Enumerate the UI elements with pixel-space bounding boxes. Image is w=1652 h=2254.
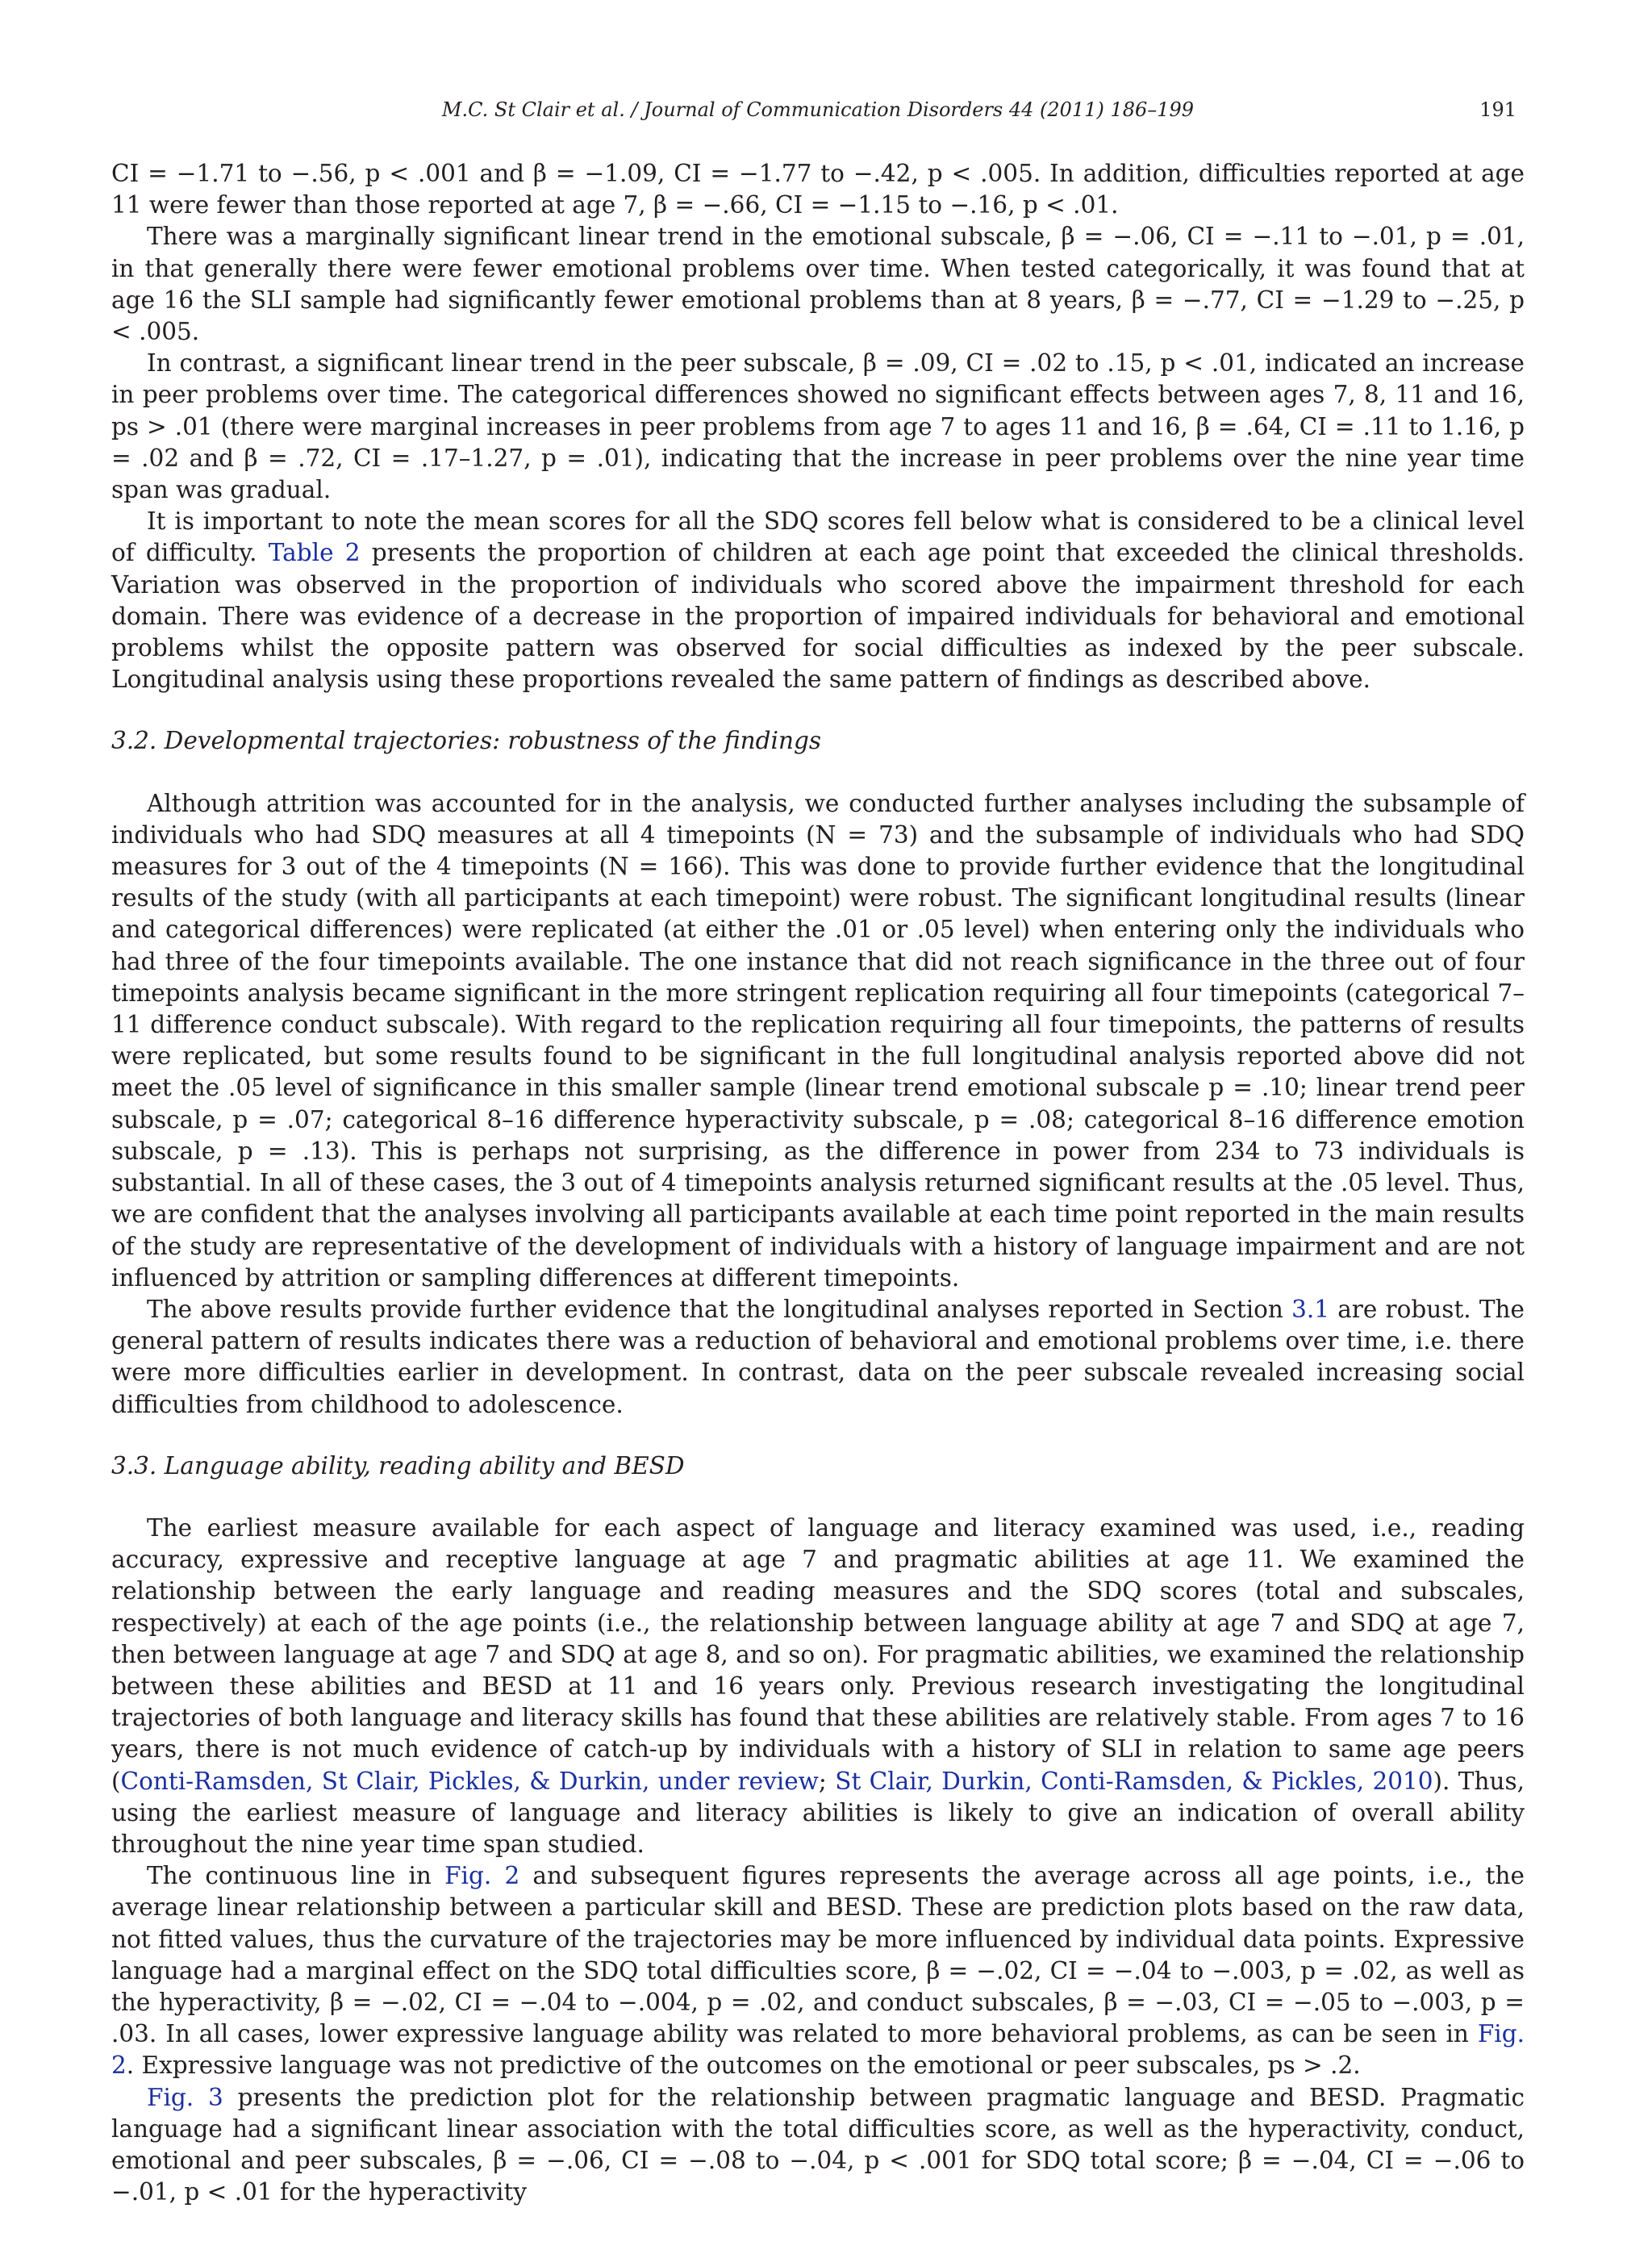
article-body bbox=[111, 158, 1525, 2208]
page-number: 191 bbox=[1479, 98, 1516, 121]
section-3-1-link[interactable]: 3.1 bbox=[1291, 1295, 1330, 1323]
paragraph-pragmatic-language bbox=[111, 2082, 1525, 2209]
paragraph-general-pattern bbox=[111, 1294, 1525, 1421]
paragraph-clinical-thresholds bbox=[111, 506, 1525, 695]
paragraph-peer-subscale: In contrast, a significant linear trend in the peer subscale, β = .09, CI = .02 to .15, p < .01, indicated an increase in peer problems over time. The categorical differences showed no significant effects between ages 7, 8, 11 and 16, ps > .01 (there were marginal increases in peer problems from age 7 to ages 11 and 16, β = .64, CI = .11 to 1.16, p = .02 and β = .72, CI = .17–1.27, p = .01), indicating that the increase in peer problems over the nine year time span was gradual. bbox=[111, 349, 1525, 504]
fig-2-link[interactable]: Fig. 2 bbox=[444, 1862, 520, 1890]
text-run: ). Thus, using the earliest measure of language and literacy abilities is likely to give an indication of overall ability throughout the nine year time span studied. bbox=[111, 1767, 1525, 1858]
text-run: are robust. The general pattern of results indicates there was a reduction of behavioral and emotional problems over time, i.e. there were more difficulties earlier in development. In contrast, data on the peer subscale revealed increasing social difficulties from childhood to adolescence. bbox=[111, 1295, 1525, 1418]
text-run: and subsequent figures represents the average across all age points, i.e., the average linear relationship between a particular skill and BESD. These are prediction plots based on the raw data, not fitted values, thus the curvature of the trajectories may be more influenced by individual data points. Expressive language had a marginal effect on the SDQ total difficulties score, β = −.02, CI = −.04 to −.003, p = .02, as well as the hyperactivity, β = −.02, CI = −.04 to −.004, p = .02, and conduct subscales, β = −.03, CI = −.05 to −.003, p = .03. In all cases, lower expressive language ability was related to more behavioral problems, as can be seen in bbox=[111, 1862, 1525, 2048]
fig-3-link[interactable]: Fig. 3 bbox=[147, 2083, 223, 2111]
section-heading-3-2: 3.2. Developmental trajectories: robustness of the findings bbox=[111, 727, 822, 755]
text-run: ; bbox=[818, 1767, 836, 1795]
paragraph-continuation: CI = −1.71 to −.56, p < .001 and β = −1.09, CI = −1.77 to −.42, p < .005. In addition, difficulties reported at age 11 were fewer than those reported at age 7, β = −.66, CI = −1.15 to −.16, p < .01. bbox=[111, 160, 1525, 219]
paragraph-continuous-line bbox=[111, 1860, 1525, 2081]
text-run: presents the proportion of children at each age point that exceeded the clinical thresholds. Variation was observed in the proportion of individuals who scored above the impairment threshold for each domain. There was evidence of a decrease in the proportion of impaired individuals for behavioral and emotional problems whilst the opposite pattern was observed for social difficulties as indexed by the peer subscale. Longitudinal analysis using these proportions revealed the same pattern of findings as described above. bbox=[111, 539, 1525, 694]
table-2-link[interactable]: Table 2 bbox=[268, 539, 361, 567]
text-run: presents the prediction plot for the relationship between pragmatic language and BESD. Pragmatic language had a significant linear association with the total difficulties score, as well as the hyperactivity, conduct, emotional and peer subscales, β = −.06, CI = −.08 to −.04, p < .001 for SDQ total score; β = −.04, CI = −.06 to −.01, p < .01 for the hyperactivity bbox=[111, 2083, 1525, 2206]
text-run: It is important to note the mean scores for all the SDQ scores fell below what is considered to be a clinical level of difficulty. bbox=[111, 507, 1525, 567]
paragraph-robustness: Although attrition was accounted for in the analysis, we conducted further analyses including the subsample of individuals who had SDQ measures at all 4 timepoints (N = 73) and the subsample of individuals who had SDQ measures for 3 out of the 4 timepoints (N = 166). This was done to provide further evidence that the longitudinal results of the study (with all participants at each timepoint) were robust. The significant longitudinal results (linear and categorical differences) were replicated (at either the .01 or .05 level) when entering only the individuals who had three of the four timepoints available. The one instance that did not reach significance in the three out of four timepoints analysis became significant in the more stringent replication requiring all four timepoints (categorical 7–11 difference conduct subscale). With regard to the replication requiring all four timepoints, the patterns of results were replicated, but some results found to be significant in the full longitudinal analysis reported above did not meet the .05 level of significance in this smaller sample (linear trend emotional subscale p = .10; linear trend peer subscale, p = .07; categorical 8–16 difference hyperactivity subscale, p = .08; categorical 8–16 difference emotion subscale, p = .13). This is perhaps not surprising, as the difference in power from 234 to 73 individuals is substantial. In all of these cases, the 3 out of 4 timepoints analysis returned significant results at the .05 level. Thus, we are confident that the analyses involving all participants available at each time point reported in the main results of the study are representative of the development of individuals with a history of language impairment and are not influenced by attrition or sampling differences at different timepoints. bbox=[111, 789, 1525, 1292]
text-run: The above results provide further evidence that the longitudinal analyses reported in Section bbox=[147, 1295, 1292, 1323]
text-run: The earliest measure available for each aspect of language and literacy examined was used, i.e., reading accuracy, expressive and receptive language at age 7 and pragmatic abilities at age 11. We examined the relationship between the early language and reading measures and the SDQ scores (total and subscales, respectively) at each of the age points (i.e., the relationship between language ability at age 7 and SDQ at age 7, then between language at age 7 and SDQ at age 8, and so on). For pragmatic abilities, we examined the relationship between these abilities and BESD at 11 and 16 years only. Previous research investigating the longitudinal trajectories of both language and literacy skills has found that these abilities are relatively stable. From ages 7 to 16 years, there is not much evidence of catch-up by individuals with a history of SLI in relation to same age peers ( bbox=[111, 1513, 1525, 1795]
text-run: The continuous line in bbox=[147, 1862, 445, 1890]
paragraph-emotional-subscale: There was a marginally significant linear trend in the emotional subscale, β = −.06, CI = −.11 to −.01, p = .01, in that generally there were fewer emotional problems over time. When tested categorically, it was found that at age 16 the SLI sample had significantly fewer emotional problems than at 8 years, β = −.77, CI = −1.29 to −.25, p < .005. bbox=[111, 223, 1525, 346]
paragraph-earliest-measure bbox=[111, 1513, 1525, 1860]
citation-link-st-clair[interactable]: St Clair, Durkin, Conti-Ramsden, & Pickles, 2010 bbox=[835, 1767, 1433, 1795]
running-header bbox=[111, 98, 1525, 131]
journal-citation: M.C. St Clair et al. / Journal of Communication Disorders 44 (2011) 186–199 bbox=[441, 98, 1195, 121]
fig-2-link[interactable]: Fig. 2 bbox=[111, 2020, 1525, 2080]
text-run: . Expressive language was not predictive of the outcomes on the emotional or peer subscales, ps > .2. bbox=[126, 2052, 1361, 2080]
section-heading-3-3: 3.3. Language ability, reading ability and BESD bbox=[111, 1451, 685, 1480]
citation-link-conti-ramsden[interactable]: Conti-Ramsden, St Clair, Pickles, & Durkin, under review bbox=[120, 1767, 819, 1795]
